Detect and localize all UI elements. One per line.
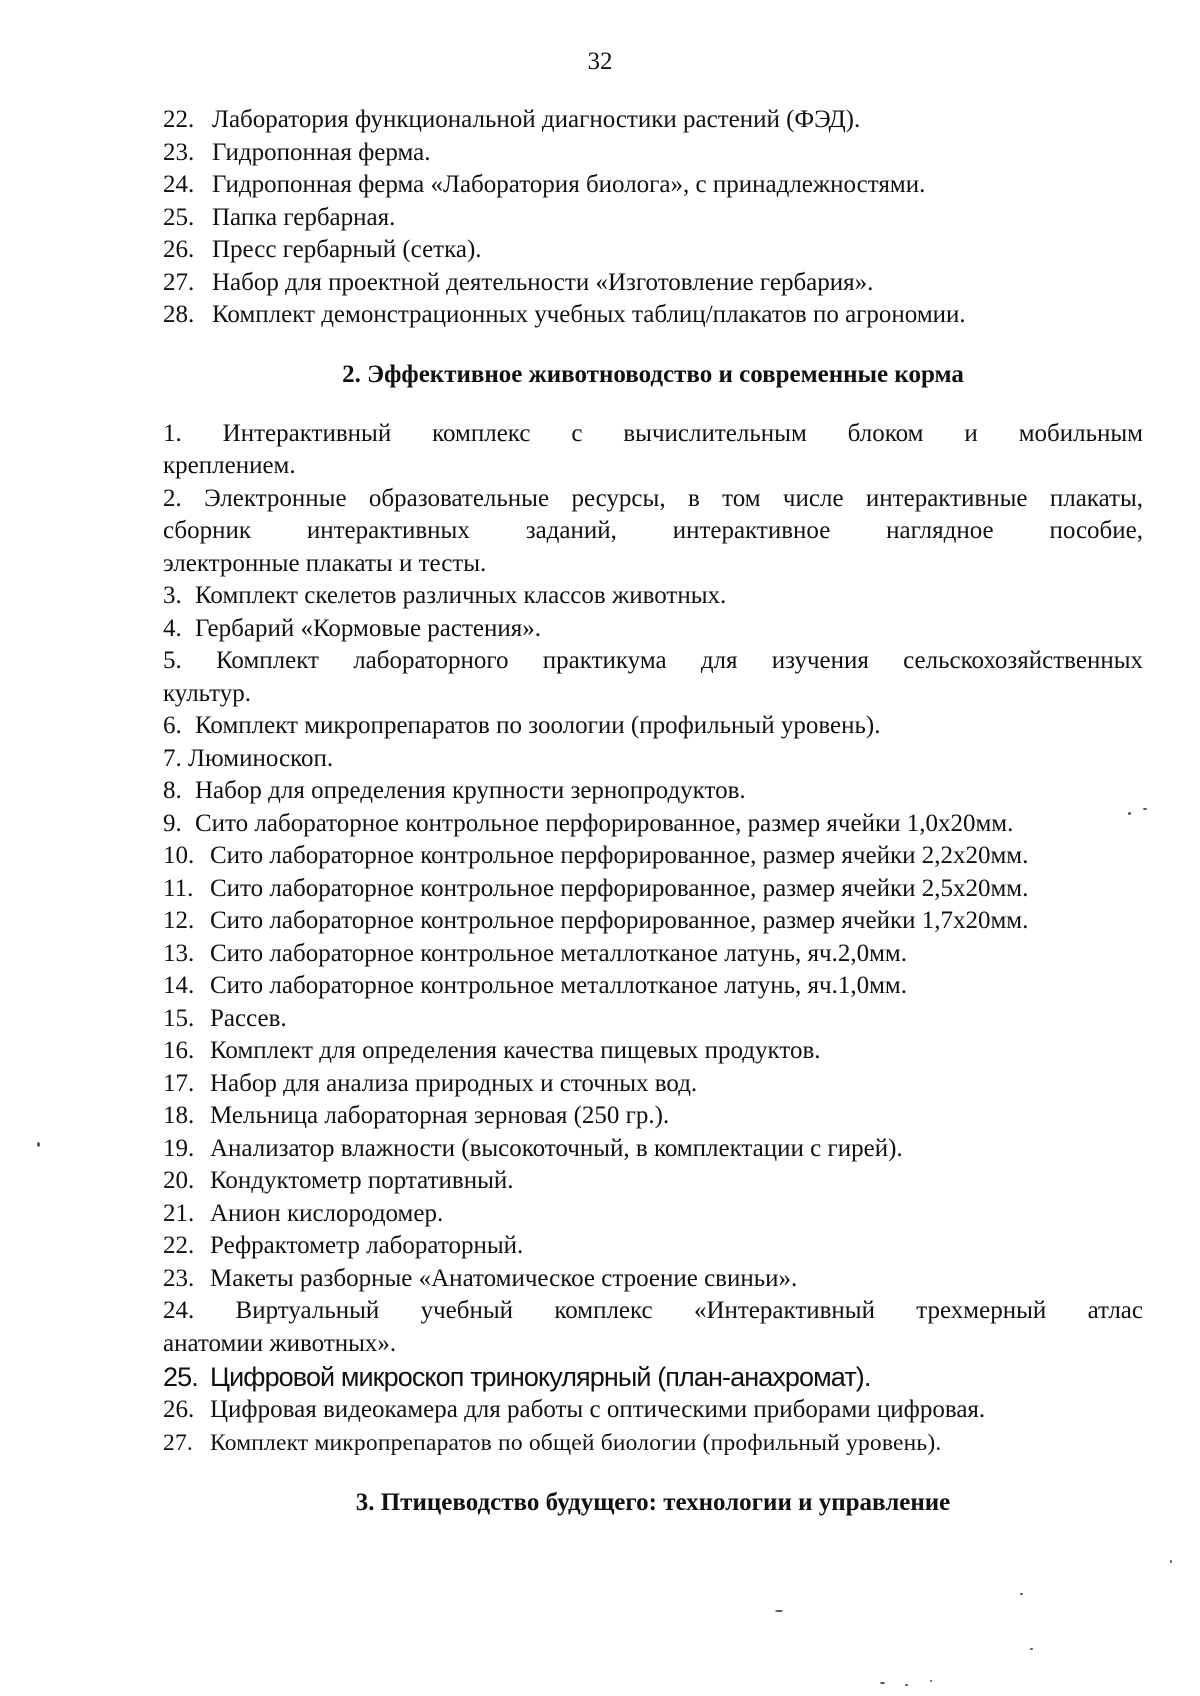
list-item: 26. Пресс гербарный (сетка). xyxy=(163,236,482,263)
list-item: 11. Сито лабораторное контрольное перфорированное, размер ячейки 2,5х20мм. xyxy=(163,874,1029,902)
list-item: 5. Комплект лабораторного практикума для изучения сельскохозяйственных xyxy=(163,647,1143,674)
list-item: 19. Анализатор влажности (высокоточный, в комплектации с гирей). xyxy=(163,1134,903,1162)
list-item: 3. Комплект скелетов различных классов животных. xyxy=(163,582,727,609)
scan-speck xyxy=(880,1682,885,1684)
list-item: 9. Сито лабораторное контрольное перфорированное, размер ячейки 1,0х20мм. xyxy=(163,809,1014,837)
list-item: 27. Комплект микропрепаратов по общей биологии (профильный уровень). xyxy=(163,1429,942,1456)
scan-speck xyxy=(1170,1560,1172,1563)
list-item-continuation: сборник интерактивных заданий, интерактивное наглядное пособие, xyxy=(163,517,1143,544)
list-item: 1. Интерактивный комплекс с вычислительным блоком и мобильным xyxy=(163,419,1143,447)
list-item: 24. Гидропонная ферма «Лаборатория биолога», с принадлежностями. xyxy=(163,171,926,198)
scan-speck xyxy=(930,1680,932,1682)
page-number: 32 xyxy=(587,48,613,75)
section1-list xyxy=(163,104,1143,332)
scan-speck xyxy=(1143,808,1147,810)
scan-speck xyxy=(775,1610,783,1612)
list-item: 6. Комплект микропрепаратов по зоологии (профильный уровень). xyxy=(163,712,881,739)
list-item: 22. Лаборатория функциональной диагностики растений (ФЭД). xyxy=(163,106,861,133)
list-item: 28. Комплект демонстрационных учебных таблиц/плакатов по агрономии. xyxy=(163,301,966,328)
list-item: 25. Папка гербарная. xyxy=(163,203,396,231)
scan-speck xyxy=(905,1684,908,1686)
scan-speck xyxy=(1030,1648,1033,1650)
list-item: 17. Набор для анализа природных и сточных вод. xyxy=(163,1069,698,1097)
scan-speck xyxy=(37,1142,40,1147)
list-item-continuation: культур. xyxy=(163,679,251,707)
section2-list xyxy=(163,418,1143,1460)
list-item: 18. Мельница лабораторная зерновая (250 гр.). xyxy=(163,1102,670,1129)
list-item: 21. Анион кислородомер. xyxy=(163,1199,444,1227)
list-item: 25. Цифровой микроскоп тринокулярный (план-анахромат). xyxy=(163,1362,871,1392)
list-item-continuation: анатомии животных». xyxy=(163,1329,397,1357)
document-body xyxy=(163,104,1143,1519)
list-item: 14. Сито лабораторное контрольное металлотканое латунь, яч.1,0мм. xyxy=(163,972,907,999)
list-item: 10. Сито лабораторное контрольное перфорированное, размер ячейки 2,2х20мм. xyxy=(163,842,1029,869)
list-item: 22. Рефрактометр лабораторный. xyxy=(163,1232,524,1259)
list-item-continuation: креплением. xyxy=(163,452,296,479)
section-heading: 3. Птицеводство будущего: технологии и управление xyxy=(355,1489,951,1516)
list-item: 8. Набор для определения крупности зернопродуктов. xyxy=(163,777,746,804)
list-item: 15. Рассев. xyxy=(163,1004,287,1032)
list-item: 27. Набор для проектной деятельности «Изготовление гербария». xyxy=(163,268,874,296)
list-item: 24. Виртуальный учебный комплекс «Интерактивный трехмерный атлас xyxy=(163,1297,1143,1324)
list-item: 20. Кондуктометр портативный. xyxy=(163,1167,514,1194)
section-heading: 2. Эффективное животноводство и современные корма xyxy=(342,360,964,388)
list-item: 2. Электронные образовательные ресурсы, в том числе интерактивные плакаты, xyxy=(163,484,1143,512)
list-item: 23. Гидропонная ферма. xyxy=(163,138,431,166)
list-item: 7. Люминоскоп. xyxy=(163,744,334,772)
list-item: 13. Сито лабораторное контрольное металлотканое латунь, яч.2,0мм. xyxy=(163,939,907,967)
list-item-continuation: электронные плакаты и тесты. xyxy=(163,549,487,577)
list-item: 4. Гербарий «Кормовые растения». xyxy=(163,614,542,642)
list-item: 26. Цифровая видеокамера для работы с оптическими приборами цифровая. xyxy=(163,1396,986,1423)
list-item: 16. Комплект для определения качества пищевых продуктов. xyxy=(163,1037,821,1064)
list-item: 23. Макеты разборные «Анатомическое строение свиньи». xyxy=(163,1264,798,1292)
scan-speck xyxy=(1128,812,1131,815)
scan-speck xyxy=(1020,1593,1023,1595)
list-item: 12. Сито лабораторное контрольное перфорированное, размер ячейки 1,7х20мм. xyxy=(163,907,1029,934)
